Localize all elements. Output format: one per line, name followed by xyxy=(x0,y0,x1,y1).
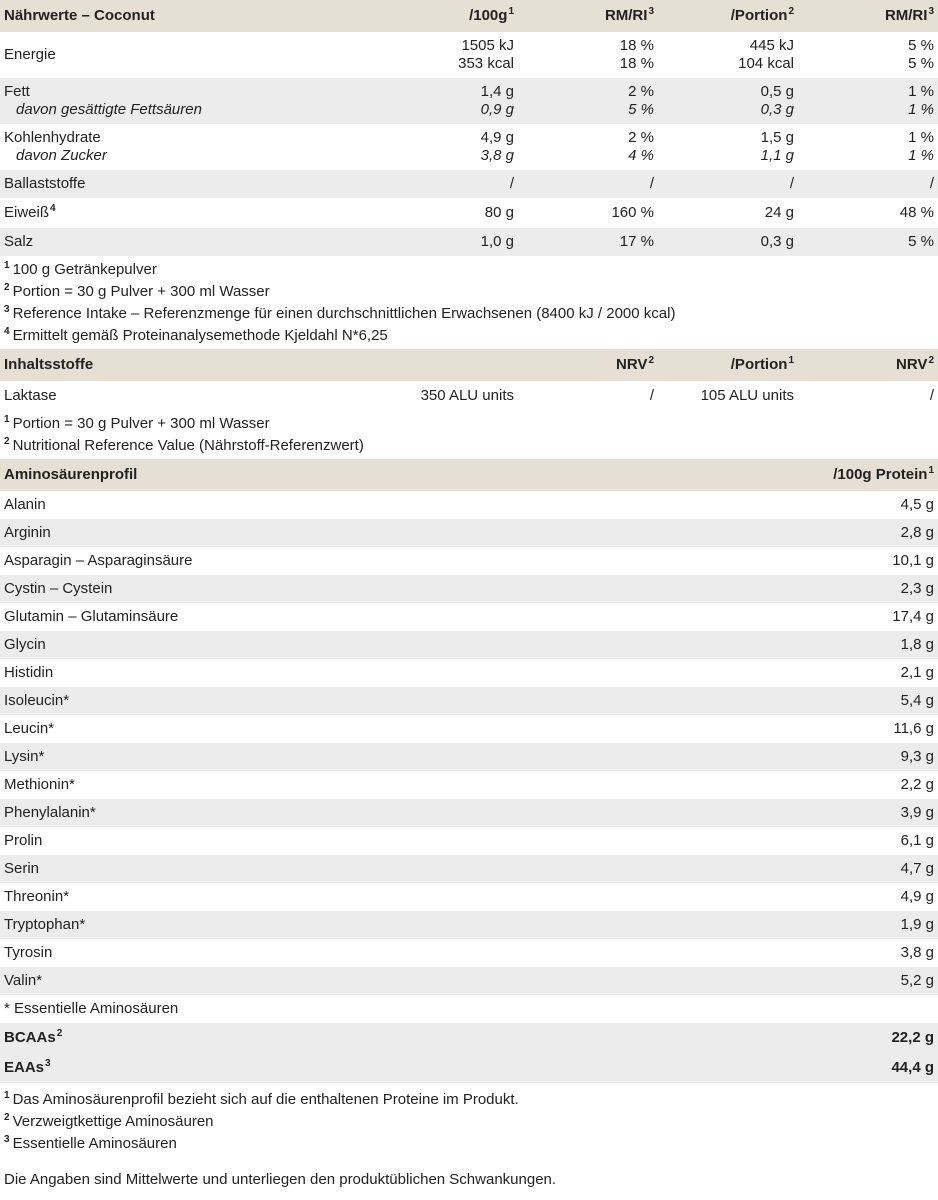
amino-title: Aminosäurenprofil xyxy=(4,466,138,483)
cell: 5 % xyxy=(908,233,934,250)
amino-label: Leucin* xyxy=(4,720,55,737)
amino-label: Arginin xyxy=(4,524,51,541)
col-per-portion: /Portion$^2$ xyxy=(730,6,794,24)
amino-label: Alanin xyxy=(4,496,46,513)
amino-row xyxy=(0,603,938,631)
cell: 350 ALU units xyxy=(420,387,514,404)
amino-label: Methionin* xyxy=(4,776,75,793)
cell: / xyxy=(789,175,794,192)
amino-label: Serin xyxy=(4,860,40,877)
col-nrv: NRV$^2$ xyxy=(616,355,654,373)
col-per-portion: /Portion$^1$ xyxy=(730,355,794,373)
row-label: Kohlenhydrate davon Zucker xyxy=(4,129,107,164)
amino-row xyxy=(0,547,938,575)
amino-row xyxy=(0,575,938,603)
amino-row xyxy=(0,659,938,687)
amino-label: Glycin xyxy=(4,636,46,653)
amino-value: 2,2 g xyxy=(900,776,934,793)
nutrition-section xyxy=(0,0,938,349)
amino-value: 3,9 g xyxy=(900,804,934,821)
footnote: $^4$ Ermittelt gemäß Proteinanalysemethode Kjeldahl N*6,25 xyxy=(4,326,388,344)
amino-value: 2,3 g xyxy=(900,580,934,597)
amino-rows xyxy=(0,491,938,995)
amino-label: Isoleucin* xyxy=(4,692,70,709)
ingredients-footnotes xyxy=(0,411,938,459)
amino-row xyxy=(0,491,938,519)
cell: 160 % xyxy=(611,204,654,221)
amino-label: Tyrosin xyxy=(4,944,53,961)
col-per-100g-protein: /100g Protein$^1$ xyxy=(833,465,934,483)
amino-section xyxy=(0,459,938,1191)
row-label: Energie xyxy=(4,46,56,63)
amino-footnotes xyxy=(0,1083,938,1155)
amino-row xyxy=(0,911,938,939)
cell: 1 % 1 % xyxy=(908,83,934,118)
cell: 1,0 g xyxy=(480,233,514,250)
amino-row xyxy=(0,631,938,659)
amino-value: 10,1 g xyxy=(892,552,934,569)
nutrition-table xyxy=(0,0,938,256)
row-label: Ballaststoffe xyxy=(4,175,86,192)
cell: / xyxy=(509,175,514,192)
essential-note: * Essentielle Aminosäuren xyxy=(4,1000,179,1017)
nutrition-row-protein xyxy=(0,198,938,228)
footnote: $^1$ Portion = 30 g Pulver + 300 ml Wasser xyxy=(4,414,270,432)
row-label: BCAAs$^2$ xyxy=(4,1028,63,1046)
amino-label: Threonin* xyxy=(4,888,70,905)
amino-row xyxy=(0,967,938,995)
nutrition-row-carbs xyxy=(0,124,938,170)
col-rm-ri-portion: $RM/RI^3$ xyxy=(884,6,934,24)
cell: 1,4 g 0,9 g xyxy=(480,83,514,118)
amino-label: Tryptophan* xyxy=(4,916,86,933)
amino-label: Phenylalanin* xyxy=(4,804,96,821)
amino-row xyxy=(0,827,938,855)
col-rm-ri: $RM/RI^3$ xyxy=(604,6,654,24)
cell: 105 ALU units xyxy=(700,387,794,404)
total-row-bcaas xyxy=(0,1023,938,1053)
cell: 2 % 5 % xyxy=(628,83,654,118)
amino-value: 1,8 g xyxy=(900,636,934,653)
footnote: $^2$ Nutritional Reference Value (Nährstoff-Referenzwert) xyxy=(4,436,364,454)
nutrition-row-fat xyxy=(0,78,938,124)
footnote: $^1$ 100 g Getränkepulver xyxy=(4,260,157,278)
ingredients-table xyxy=(0,349,938,411)
amino-value: 6,1 g xyxy=(900,832,934,849)
col-per-100g: $/100g^1$ xyxy=(469,6,514,24)
cell: / xyxy=(649,387,654,404)
amino-label: Lysin* xyxy=(4,748,45,765)
amino-label: Asparagin – Asparaginsäure xyxy=(4,552,193,569)
nutrition-row-salt xyxy=(0,228,938,256)
col-empty xyxy=(378,349,518,381)
cell: 48 % xyxy=(899,204,934,221)
cell: / xyxy=(649,175,654,192)
cell: 1505 kJ 353 kcal xyxy=(458,37,514,72)
amino-value: 4,7 g xyxy=(900,860,934,877)
cell: 18 % 18 % xyxy=(619,37,654,72)
amino-row xyxy=(0,715,938,743)
amino-value: 2,1 g xyxy=(900,664,934,681)
cell: / xyxy=(929,387,934,404)
amino-label: Valin* xyxy=(4,972,43,989)
cell: 0,3 g xyxy=(760,233,794,250)
cell: 44,4 g xyxy=(891,1059,934,1076)
amino-row xyxy=(0,883,938,911)
ingredients-section xyxy=(0,349,938,459)
amino-row xyxy=(0,519,938,547)
amino-value: 17,4 g xyxy=(892,608,934,625)
cell: 2 % 4 % xyxy=(628,129,654,164)
amino-value: 4,5 g xyxy=(900,496,934,513)
amino-value: 4,9 g xyxy=(900,888,934,905)
ingredients-header-row xyxy=(0,349,938,381)
amino-row xyxy=(0,799,938,827)
cell: 445 kJ 104 kcal xyxy=(738,37,794,72)
amino-value: 9,3 g xyxy=(900,748,934,765)
total-row-eaas xyxy=(0,1053,938,1083)
amino-label: Glutamin – Glutaminsäure xyxy=(4,608,179,625)
cell: 1 % 1 % xyxy=(908,129,934,164)
amino-value: 2,8 g xyxy=(900,524,934,541)
amino-row xyxy=(0,687,938,715)
footnote: $^2$ Portion = 30 g Pulver + 300 ml Wasser xyxy=(4,282,270,300)
amino-row xyxy=(0,743,938,771)
col-nrv-portion: NRV$^2$ xyxy=(896,355,934,373)
footnote: $^2$ Verzweigtkettige Aminosäuren xyxy=(4,1112,214,1130)
amino-value: 5,2 g xyxy=(900,972,934,989)
amino-header-row xyxy=(0,459,938,491)
row-label: Laktase xyxy=(4,387,57,404)
cell: 17 % xyxy=(619,233,654,250)
cell: 1,5 g 1,1 g xyxy=(760,129,794,164)
amino-totals-table xyxy=(0,1023,938,1083)
nutrition-header-row xyxy=(0,0,938,32)
amino-row xyxy=(0,939,938,967)
nutrition-title: Nährwerte – Coconut xyxy=(4,7,155,24)
amino-value: 1,9 g xyxy=(900,916,934,933)
cell: 24 g xyxy=(764,204,794,221)
footnote: $^3$ Essentielle Aminosäuren xyxy=(4,1134,177,1152)
cell: 80 g xyxy=(484,204,514,221)
amino-table xyxy=(0,459,938,995)
disclaimer: Die Angaben sind Mittelwerte und unterliegen den produktüblichen Schwankungen. xyxy=(4,1171,557,1188)
ingredients-title: Inhaltsstoffe xyxy=(4,356,94,373)
cell: 22,2 g xyxy=(891,1029,934,1046)
amino-row xyxy=(0,771,938,799)
row-label: EAAs$^3$ xyxy=(4,1058,51,1076)
row-label: Fett davon gesättigte Fettsäuren xyxy=(4,83,202,118)
amino-label: Prolin xyxy=(4,832,43,849)
ingredients-row-laktase xyxy=(0,381,938,411)
amino-value: 3,8 g xyxy=(900,944,934,961)
nutrition-row-fiber xyxy=(0,170,938,198)
nutrition-footnotes xyxy=(0,256,938,349)
amino-row xyxy=(0,855,938,883)
footnote: $^1$ Das Aminosäurenprofil bezieht sich auf die enthaltenen Proteine im Produkt. xyxy=(4,1090,519,1108)
amino-value: 11,6 g xyxy=(893,720,934,737)
cell: 5 % 5 % xyxy=(908,37,934,72)
cell: / xyxy=(929,175,934,192)
nutrition-row-energy xyxy=(0,32,938,78)
amino-value: 5,4 g xyxy=(900,692,934,709)
footnote: $^3$ Reference Intake – Referenzmenge für einen durchschnittlichen Erwachsenen (8400 kJ / 2000 kcal) xyxy=(4,304,676,322)
cell: 0,5 g 0,3 g xyxy=(760,83,794,118)
amino-label: Histidin xyxy=(4,664,54,681)
row-label: Salz xyxy=(4,233,34,250)
row-label: Eiweiß$^4$ xyxy=(4,203,56,221)
amino-label: Cystin – Cystein xyxy=(4,580,113,597)
cell: 4,9 g 3,8 g xyxy=(480,129,514,164)
